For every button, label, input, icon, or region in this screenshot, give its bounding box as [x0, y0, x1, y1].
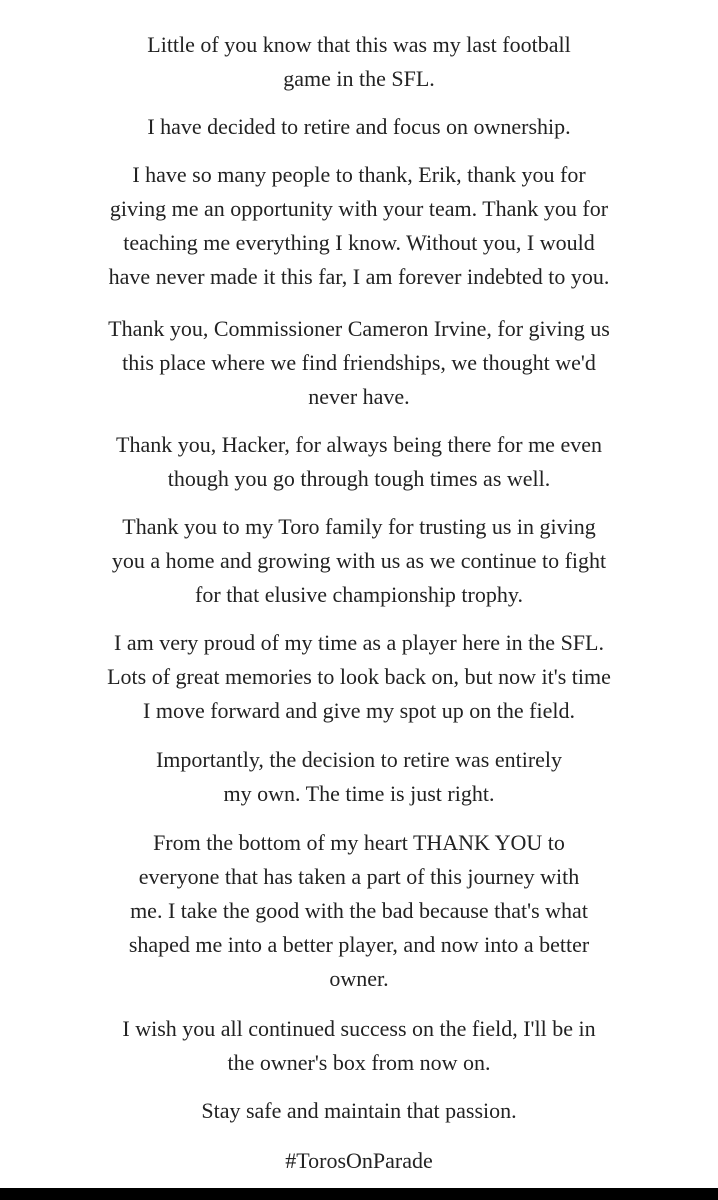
hashtag-text: #TorosOnParade — [285, 1148, 433, 1173]
text-line: Importantly, the decision to retire was entirely — [155, 747, 563, 772]
text-line: Lots of great memories to look back on, but now it's time — [107, 664, 611, 689]
text-line: the owner's box from now on. — [227, 1050, 491, 1075]
hashtag — [0, 1144, 718, 1178]
paragraph-thank-toro-family — [0, 510, 718, 612]
text-line: teaching me everything I know. Without you, I would — [123, 230, 595, 255]
text-line: shaped me into a better player, and now into a better — [128, 932, 590, 957]
paragraph-retire-decision — [0, 110, 718, 144]
bottom-border — [0, 1188, 718, 1200]
text-line: owner. — [329, 966, 389, 991]
paragraph-stay-safe — [0, 1094, 718, 1128]
text-line: I move forward and give my spot up on the field. — [143, 698, 575, 723]
text-line: I am very proud of my time as a player here in the SFL. — [114, 630, 604, 655]
paragraph-own-decision — [0, 743, 718, 811]
text-line: me. I take the good with the bad because that's what — [130, 898, 588, 923]
text-line: you a home and growing with us as we continue to fight — [111, 548, 607, 573]
paragraph-proud-of-time — [0, 626, 718, 728]
text-line: Stay safe and maintain that passion. — [201, 1098, 517, 1123]
text-line: Thank you, Commissioner Cameron Irvine, for giving us — [108, 316, 610, 341]
text-line: for that elusive championship trophy. — [195, 582, 523, 607]
text-line: this place where we find friendships, we thought we'd — [122, 350, 596, 375]
text-line: have never made it this far, I am forever indebted to you. — [108, 264, 610, 289]
paragraph-last-game — [0, 28, 718, 96]
text-line: giving me an opportunity with your team. Thank you for — [109, 196, 609, 221]
text-line: Thank you, Hacker, for always being there for me even — [116, 432, 602, 457]
text-line: everyone that has taken a part of this journey with — [138, 864, 580, 889]
paragraph-owners-box — [0, 1012, 718, 1080]
paragraph-thank-hacker — [0, 428, 718, 496]
text-line: I wish you all continued success on the field, I'll be in — [122, 1016, 596, 1041]
text-line: I have so many people to thank, Erik, thank you for — [132, 162, 586, 187]
paragraph-thank-commissioner — [0, 312, 718, 414]
paragraph-thank-you-all — [0, 826, 718, 996]
text-line: Thank you to my Toro family for trusting us in giving — [122, 514, 596, 539]
text-line: my own. The time is just right. — [223, 781, 495, 806]
text-line: game in the SFL. — [283, 66, 435, 91]
text-line: From the bottom of my heart THANK YOU to — [153, 830, 565, 855]
text-line: I have decided to retire and focus on ownership. — [147, 114, 571, 139]
text-line: never have. — [308, 384, 410, 409]
paragraph-thank-erik — [0, 158, 718, 294]
text-line: Little of you know that this was my last football — [147, 32, 571, 57]
text-line: though you go through tough times as well. — [167, 466, 551, 491]
